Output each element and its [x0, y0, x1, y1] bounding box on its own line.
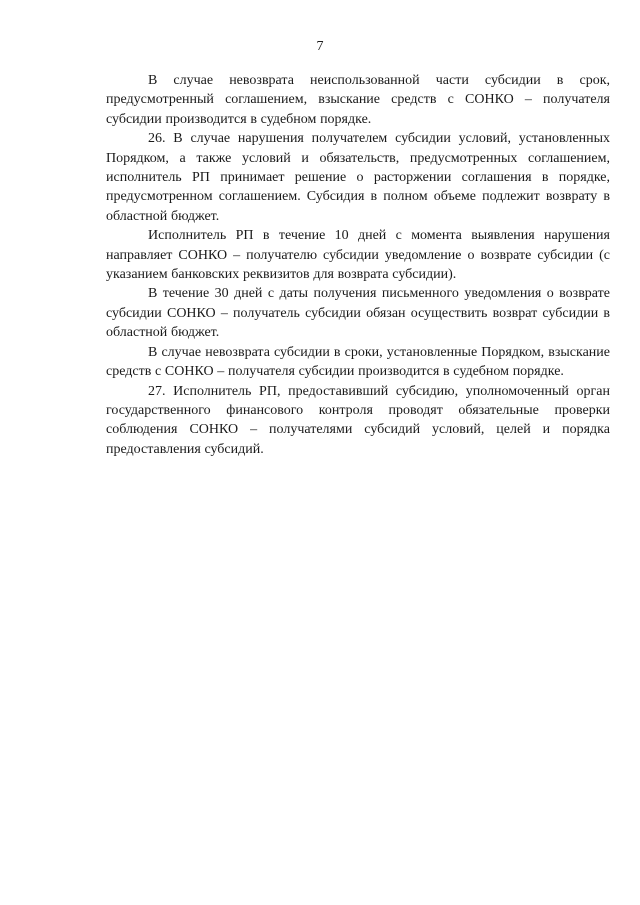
page-number: 7 — [316, 39, 324, 54]
paragraph-notification: Исполнитель РП в течение 10 дней с момента выявления нарушения направляет СОНКО – получателю субсидии уведомление о возврате субсидии (с указанием банковских реквизитов для возврата субсидии). — [106, 228, 610, 283]
paragraph-item-27: 27. Исполнитель РП, предоставивший субсидию, уполномоченный орган государственного финансового контроля проводят обязательные проверки соблюдения СОНКО – получателями субсидий условий, целей и порядка предоставления субсидий. — [106, 383, 610, 457]
paragraph-court-recovery: В случае невозврата субсидии в сроки, установленные Порядком, взыскание средств с СОНКО – получателя субсидии производится в судебном порядке. — [106, 344, 610, 380]
paragraph-refund-unused-part: В случае невозврата неиспользованной части субсидии в срок, предусмотренный соглашением, взыскание средств с СОНКО – получателя субсидии производится в судебном порядке. — [106, 73, 610, 127]
paragraph-refund-term: В течение 30 дней с даты получения письменного уведомления о возврате субсидии СОНКО – получатель субсидии обязан осуществить возврат субсидии в областной бюджет. — [106, 286, 610, 341]
document-body — [106, 71, 610, 459]
paragraph-item-26: 26. В случае нарушения получателем субсидии условий, установленных Порядком, а также условий и обязательств, предусмотренных соглашением, исполнитель РП принимает решение о расторжении соглашения в порядке, предусмотренном соглашением. Субсидия в полном объеме подлежит возврату в областной бюджет. — [106, 131, 610, 224]
